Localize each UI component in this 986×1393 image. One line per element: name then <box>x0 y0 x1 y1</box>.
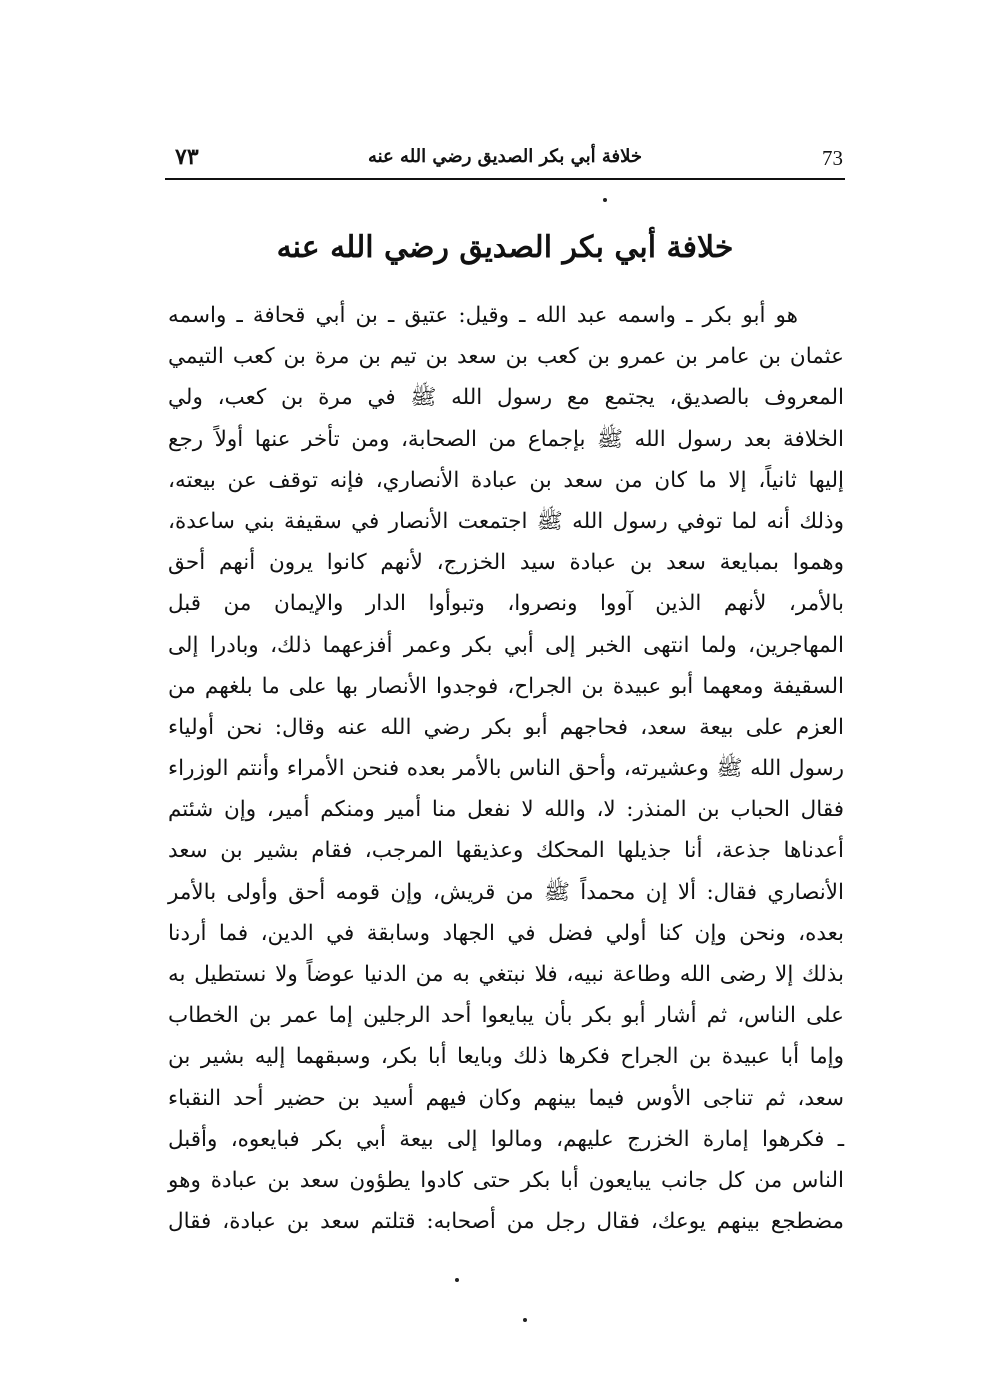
text-line: سعد، ثم تناجى الأوس فيما بينهم وكان فيهم أسيد بن حضير أحد النقباء <box>168 1085 844 1111</box>
running-title: خلافة أبي بكر الصديق رضي الله عنه <box>367 146 643 167</box>
text-line: الأنصاري فقال: ألا إن محمداً ﷺ من قريش، وإن قومه أحق وأولى بالأمر <box>168 879 844 905</box>
text-line: وذلك أنه لما توفي رسول الله ﷺ اجتمعت الأنصار في سقيفة بني ساعدة، <box>168 508 844 534</box>
page-header <box>165 138 845 180</box>
text-line: عثمان بن عامر بن عمرو بن كعب بن سعد بن تيم بن مرة بن كعب التيمي <box>168 344 844 370</box>
print-speck <box>603 198 607 202</box>
text-line: مضطجع بينهم يوعك، فقال رجل من أصحابه: قتلتم سعد بن عبادة، فقال <box>168 1209 844 1235</box>
text-line: بعده، ونحن وإن كنا أولي فضل في الجهاد وسابقة في الدين، فما أردنا <box>168 920 844 946</box>
text-line: إليها ثانياً، إلا ما كان من سعد بن عبادة الأنصاري، فإنه توقف عن بيعته، <box>168 467 844 493</box>
text-line: فقال الحباب بن المنذر: لا، والله لا نفعل منا أمير ومنكم أمير، وإن شئتم <box>168 797 844 823</box>
text-line: بالأمر، لأنهم الذين آووا ونصروا، وتبوأوا الدار والإيمان من قبل <box>168 591 844 617</box>
print-speck <box>523 1318 527 1322</box>
text-line: العزم على بيعة سعد، فحاجهم أبو بكر رضي الله عنه وقال: نحن أولياء <box>168 714 844 740</box>
text-line: على الناس، ثم أشار أبو بكر بأن يبايعوا أحد الرجلين إما عمر بن الخطاب <box>168 1003 844 1029</box>
text-line: ـ فكرهوا إمارة الخزرج عليهم، ومالوا إلى بيعة أبي بكر فبايعوه، وأقبل <box>168 1126 844 1152</box>
text-line: المعروف بالصديق، يجتمع مع رسول الله ﷺ في مرة بن كعب، ولي <box>168 385 844 411</box>
page-number-arabic: ٧٣ <box>175 144 199 170</box>
text-line: هو أبو بكر ـ واسمه عبد الله ـ وقيل: عتيق ـ بن أبي قحافة ـ واسمه <box>168 303 798 328</box>
body-paragraph <box>168 295 844 1242</box>
chapter-title: خلافة أبي بكر الصديق رضي الله عنه <box>276 230 734 265</box>
print-speck <box>455 1278 459 1282</box>
page-number-latin: 73 <box>822 146 843 170</box>
text-line: بذلك إلا رضى الله وطاعة نبيه، فلا نبتغي به من الدنيا عوضاً ولا نستطيل به <box>168 962 844 987</box>
text-line: وهموا بمبايعة سعد بن عبادة سيد الخزرج، لأنهم كانوا يرون أنهم أحق <box>168 550 844 576</box>
text-line: الخلافة بعد رسول الله ﷺ بإجماع من الصحابة، ومن تأخر عنها أولاً رجع <box>168 426 844 452</box>
text-line: وإما أبا عبيدة بن الجراح فكرها ذلك وبايعا أبا بكر، وسبقهما إليه بشير بن <box>168 1044 844 1070</box>
text-line: الناس من كل جانب يبايعون أبا بكر حتى كادوا يطؤون سعد بن عبادة وهو <box>168 1167 844 1193</box>
text-line: السقيفة ومعهما أبو عبيدة بن الجراح، فوجدوا الأنصار بها على ما بلغهم من <box>168 673 844 699</box>
text-line: أعدناها جذعة، أنا جذيلها المحكك وعذيقها المرجب، فقام بشير بن سعد <box>168 838 844 864</box>
text-line: المهاجرين، ولما انتهى الخبر إلى أبي بكر وعمر أفزعهما ذلك، وبادرا إلى <box>168 632 844 658</box>
text-line: رسول الله ﷺ وعشيرته، وأحق الناس بالأمر بعده فنحن الأمراء وأنتم الوزراء <box>168 756 844 782</box>
